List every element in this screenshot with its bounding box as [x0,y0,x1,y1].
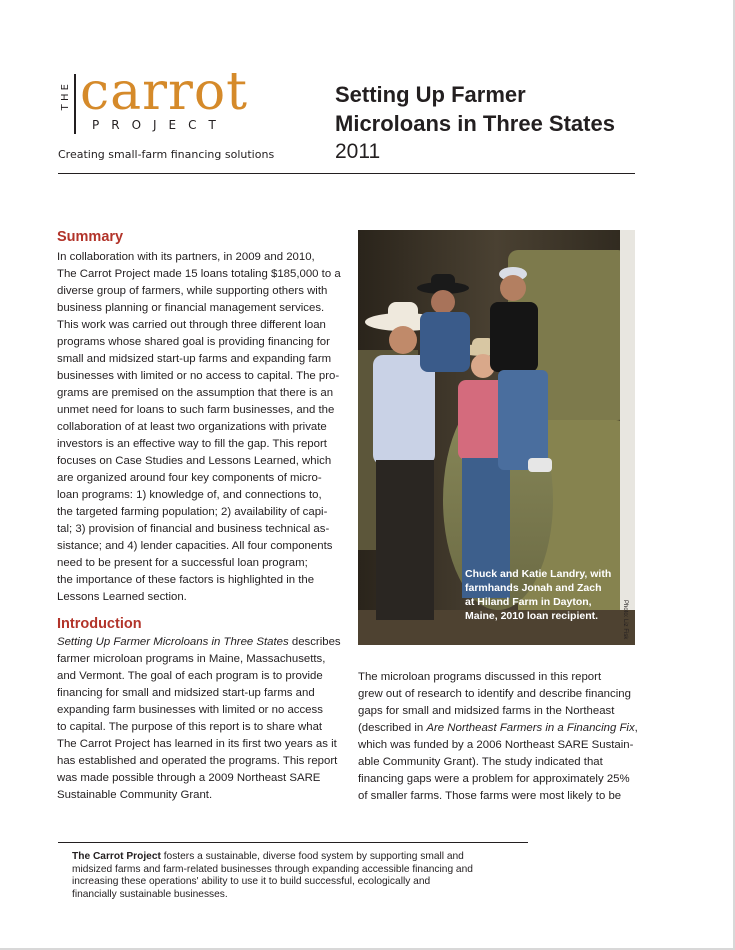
logo-tagline: Creating small-farm financing solutions [58,148,275,161]
summary-line: The Carrot Project made 15 loans totaling $185,000 to a [57,268,341,280]
logo-wordmark: carrot [80,62,249,122]
introduction-body [57,634,342,804]
summary-line: are organized around four key components of micro- [57,472,322,484]
footer-line-1-rest: fosters a sustainable, diverse food system by supporting small and [160,851,464,862]
summary-heading: Summary [57,229,124,245]
intro-line: to capital. The purpose of this report is to share what [57,721,323,733]
right-line-4-pre: (described in [358,722,427,734]
intro-line: Sustainable Community Grant. [57,789,213,801]
summary-body [57,249,342,606]
caption-line: Maine, 2010 loan recipient. [465,610,599,622]
summary-line: the importance of these factors is highlighted in the [57,574,315,586]
summary-line: focuses on Case Studies and Lessons Learned, which [57,455,332,467]
footer-org-name: The Carrot Project [72,851,161,862]
summary-line: Lessons Learned section. [57,591,187,603]
right-line-4-post: , [634,722,638,734]
summary-line: In collaboration with its partners, in 2009 and 2010, [57,251,315,263]
right-line: financing gaps were a problem for approximately 25% [358,773,630,785]
title-divider [58,173,635,174]
right-column-body [358,669,638,805]
summary-line: loan programs: 1) knowledge of, and connections to, [57,489,322,501]
summary-line: programs whose shared goal is providing financing for [57,336,330,348]
document-year: 2011 [335,140,381,163]
summary-line: grams are premised on the assumption that there is an [57,387,334,399]
intro-line: farmer microloan programs in Maine, Massachusetts, [57,653,326,665]
logo-the [60,84,70,110]
summary-line: This work was carried out through three different loan [57,319,326,331]
right-line: of smaller farms. Those farms were most likely to be [358,790,622,802]
caption-line: farmhands Jonah and Zach [465,582,602,594]
summary-line: tal; 3) provision of financial and business technical as- [57,523,330,535]
right-line: gaps for small and midsized farms in the Northeast [358,705,615,717]
footer-line: financially sustainable businesses. [72,888,228,900]
intro-line: has established and operated the programs. This report [57,755,338,767]
title-line-1: Setting Up Farmer [335,82,526,107]
caption-line: Chuck and Katie Landry, with [465,568,612,580]
photo-credit: Photo: Liz Fisk [622,600,628,640]
summary-line: small and midsized start-up farms and expanding farm [57,353,332,365]
intro-first-line-rest: describes [288,636,341,648]
photo-caption [465,567,611,623]
intro-line: and Vermont. The goal of each program is to provide [57,670,323,682]
summary-line: investors is an effective way to fill the gap. This report [57,438,327,450]
document-title [335,80,615,138]
carrot-project-logo [58,62,278,165]
footer-divider [58,842,528,843]
right-line [358,720,638,737]
intro-first-line [57,634,342,651]
summary-line: unmet need for loans to such farm businesses, and the [57,404,335,416]
right-line: able Community Grant). The study indicated that [358,756,603,768]
introduction-heading: Introduction [57,616,142,632]
logo-divider [74,74,76,134]
footer-mission [72,851,512,901]
intro-line: was made possible through a 2009 Northeast SARE [57,772,321,784]
right-line: which was funded by a 2006 Northeast SARE Sustain- [358,739,634,751]
farmers-photo [358,230,635,645]
referenced-report-title: Are Northeast Farmers in a Financing Fix [426,722,635,734]
summary-line: the targeted farming population; 2) availability of capi- [57,506,328,518]
footer-line: increasing these operations' ability to use it to build successful, ecologically and [72,876,431,888]
caption-line: at Hiland Farm in Dayton, [465,596,592,608]
intro-line: The Carrot Project has learned in its first two years as it [57,738,337,750]
summary-line: business planning or financial management services. [57,302,325,314]
right-line: grew out of research to identify and describe financing [358,688,631,700]
summary-line: collaboration of at least two organizations with private [57,421,327,433]
title-line-2: Microloans in Three States [335,111,615,136]
summary-line: sistance; and 4) lender capacities. All four components [57,540,333,552]
footer-line: midsized farms and farm-related businesses through expanding accessible financing and [72,863,473,875]
summary-line: businesses with limited or no access to capital. The pro- [57,370,340,382]
intro-line: financing for small and midsized start-up farms and [57,687,315,699]
summary-line: diverse group of farmers, while supporting others with [57,285,328,297]
intro-report-title: Setting Up Farmer Microloans in Three States [57,636,289,648]
footer-line [72,851,512,864]
logo-the-text: T H E [60,84,71,111]
right-line: The microloan programs discussed in this report [358,671,602,683]
intro-line: expanding farm businesses with limited or no access [57,704,323,716]
logo-project: PROJECT [92,118,228,132]
summary-line: need to be present for a successful loan program; [57,557,308,569]
